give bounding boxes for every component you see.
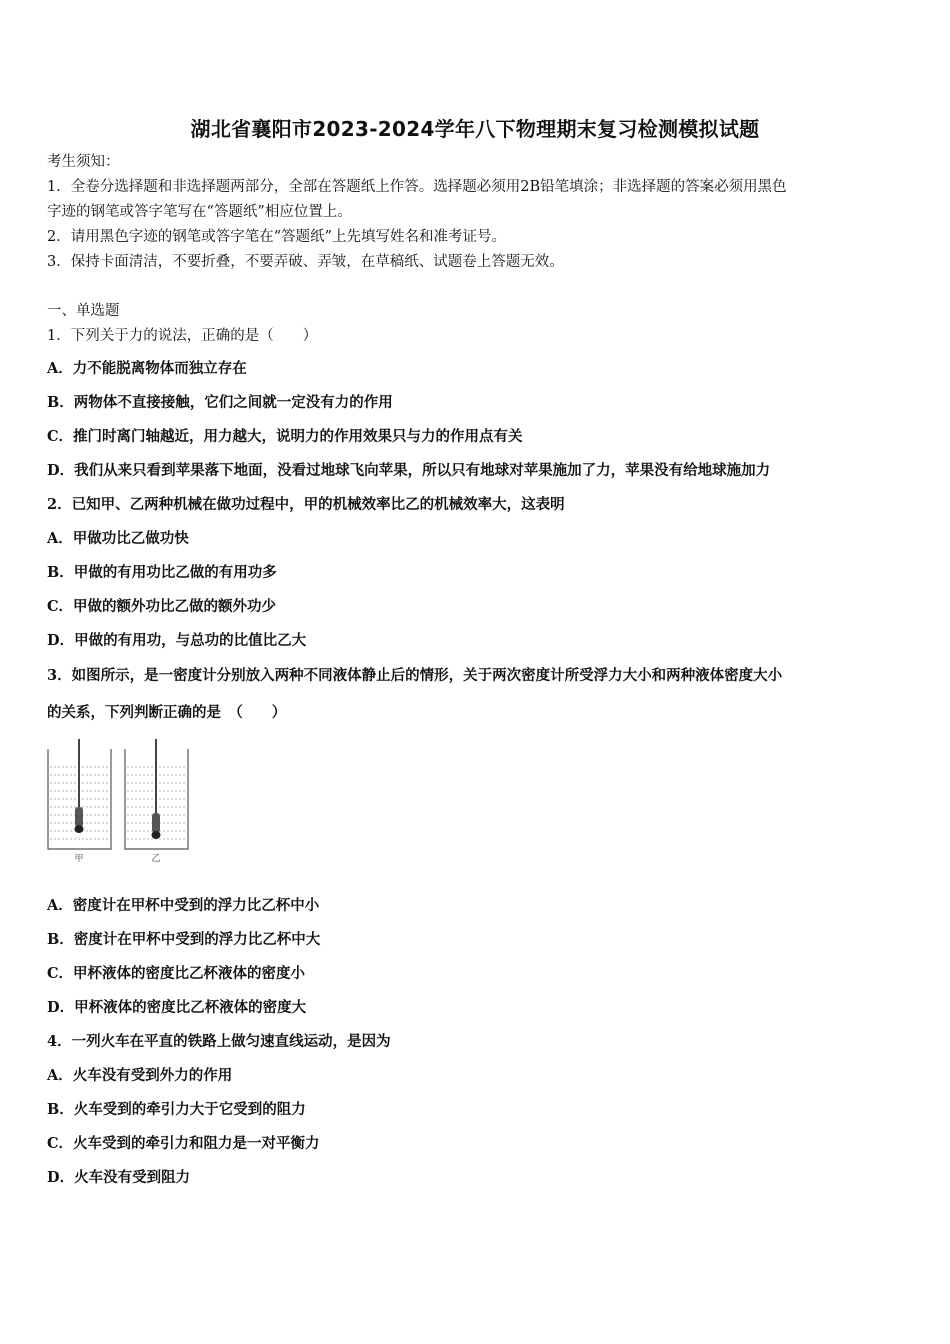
option-c: C．推门时离门轴越近，用力越大，说明力的作用效果只与力的作用点有关: [47, 428, 523, 445]
option-d: D．甲做的有用功，与总功的比值比乙大: [47, 632, 307, 649]
option-b: B．密度计在甲杯中受到的浮力比乙杯中大: [47, 931, 321, 948]
question-stem-continued: 的关系，下列判断正确的是 （ ）: [47, 704, 287, 721]
option-c: C．甲杯液体的密度比乙杯液体的密度小: [47, 965, 306, 982]
figure-label-yi: 乙: [151, 854, 161, 864]
question-stem: 2．已知甲、乙两种机械在做功过程中，甲的机械效率比乙的机械效率大，这表明: [47, 496, 565, 513]
option-b: B．火车受到的牵引力大于它受到的阻力: [47, 1101, 306, 1118]
question-stem: 1．下列关于力的说法，正确的是（ ）: [47, 328, 318, 344]
question-stem: 3．如图所示，是一密度计分别放入两种不同液体静止后的情形，关于两次密度计所受浮力大小和两种液体密度大小: [47, 667, 783, 684]
figure-label-jia: 甲: [74, 854, 84, 864]
option-d: D．火车没有受到阻力: [47, 1169, 191, 1186]
hydrometer-figure: [45, 737, 195, 865]
option-b: B．甲做的有用功比乙做的有用功多: [47, 564, 277, 581]
option-c: C．甲做的额外功比乙做的额外功少: [47, 598, 277, 615]
option-a: A．密度计在甲杯中受到的浮力比乙杯中小: [47, 897, 320, 914]
notice-item: 1．全卷分选择题和非选择题两部分，全部在答题纸上作答。选择题必须用2B铅笔填涂；非选择题的答案必须用黑色: [47, 179, 787, 195]
option-a: A．火车没有受到外力的作用: [47, 1067, 233, 1084]
option-c: C．火车受到的牵引力和阻力是一对平衡力: [47, 1135, 320, 1152]
option-a: A．力不能脱离物体而独立存在: [47, 360, 247, 377]
notice-item: 2．请用黑色字迹的钢笔或答字笔在“答题纸”上先填写姓名和准考证号。: [47, 229, 507, 245]
option-d: D．甲杯液体的密度比乙杯液体的密度大: [47, 999, 307, 1016]
option-a: A．甲做功比乙做功快: [47, 530, 189, 547]
beaker-jia: [48, 739, 111, 849]
notice-heading: 考生须知：: [47, 154, 120, 170]
option-b: B．两物体不直接接触，它们之间就一定没有力的作用: [47, 394, 393, 411]
option-d: D．我们从来只看到苹果落下地面，没看过地球飞向苹果，所以只有地球对苹果施加了力，苹果没有给地球施加力: [47, 462, 771, 479]
question-stem: 4．一列火车在平直的铁路上做匀速直线运动，是因为: [47, 1033, 391, 1050]
section-heading: 一、单选题: [47, 303, 120, 319]
beaker-yi: [125, 739, 188, 849]
notice-item: 字迹的钢笔或答字笔写在“答题纸”相应位置上。: [47, 204, 352, 220]
exam-title: 湖北省襄阳市2023-2024学年八下物理期末复习检测模拟试题: [190, 117, 760, 141]
notice-item: 3．保持卡面清洁，不要折叠，不要弄破、弄皱，在草稿纸、试题卷上答题无效。: [47, 254, 564, 270]
